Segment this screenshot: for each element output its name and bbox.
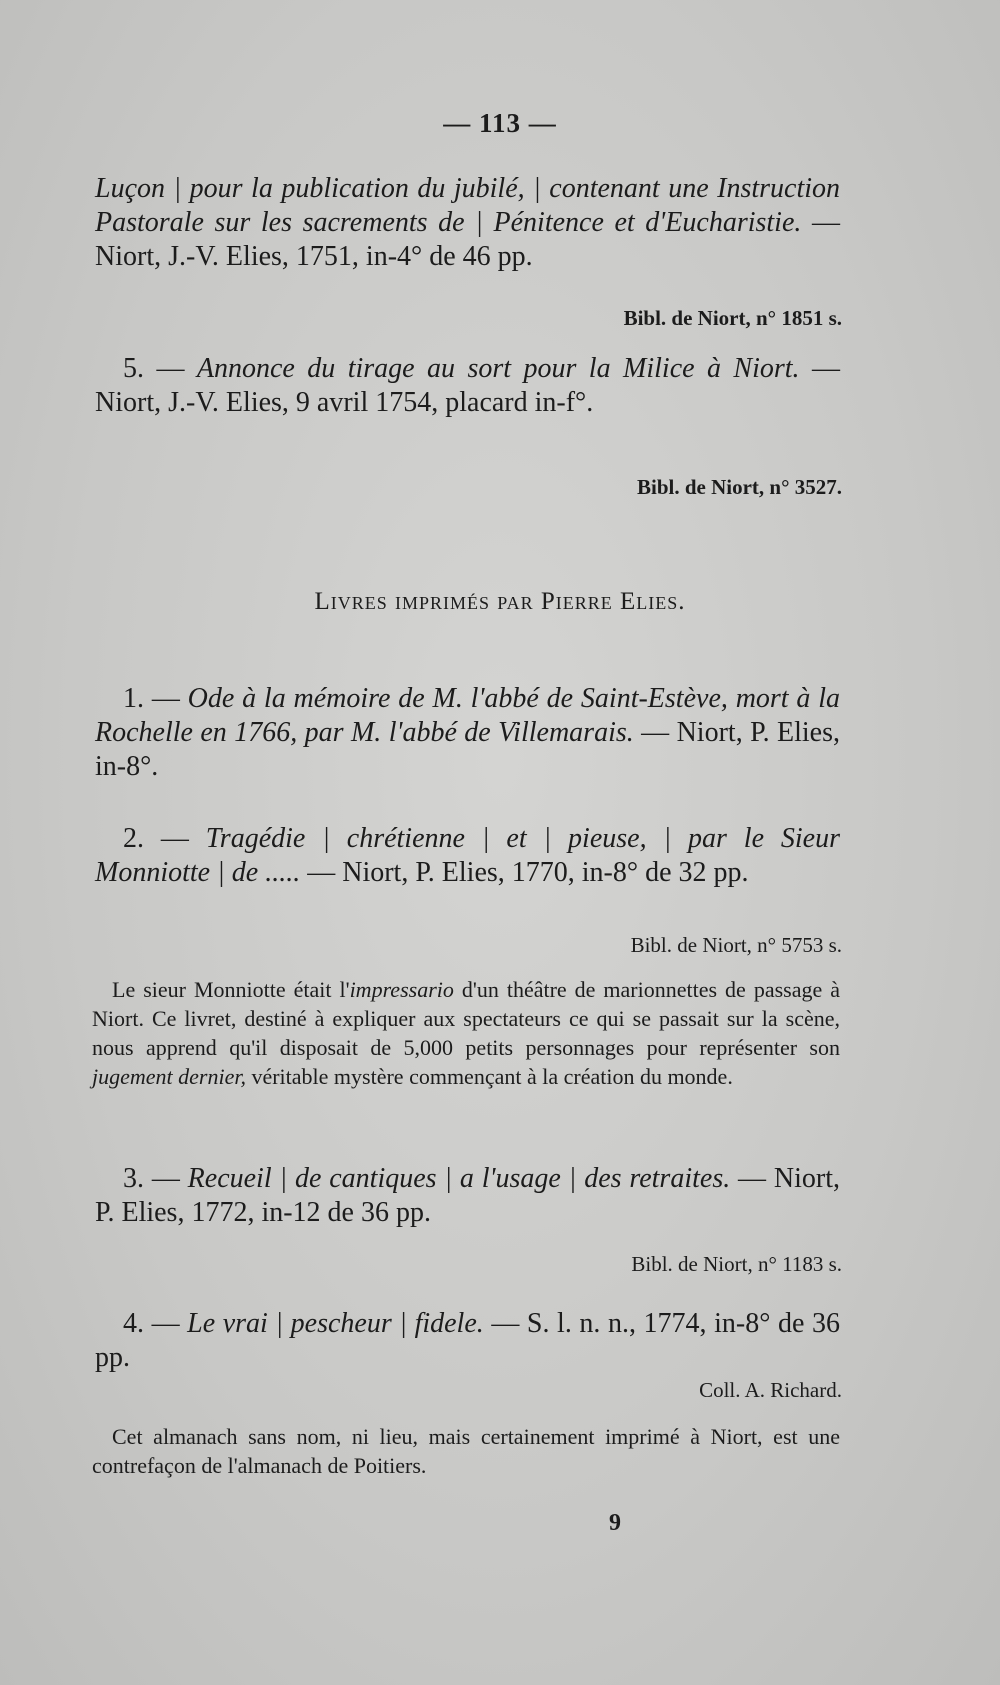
item-note [92, 975, 840, 1091]
entry-imprint: — Niort, J.-V. Elies, 9 avril 1754, placard in-f°. [95, 353, 840, 418]
item-number: 1. — [123, 683, 188, 714]
item-imprint: — S. l. n. n., 1774, in-8° de 36 pp. [95, 1308, 840, 1373]
library-reference: Bibl. de Niort, n° 1851 s. [623, 306, 842, 330]
page-number: — 113 — [443, 108, 557, 138]
entry-title: Luçon | pour la publication du jubilé, | contenant une Instruction Pastorale sur les sacrements de | Pénitence et d'Eucharistie. [95, 173, 840, 238]
entry-imprint: — Niort, J.-V. Elies, 1751, in-4° de 46 pp. [95, 207, 841, 272]
library-reference: Bibl. de Niort, n° 5753 s. [630, 933, 842, 957]
entry-title: Annonce du tirage au sort pour la Milice à Niort. [196, 353, 800, 384]
item-3 [95, 1162, 840, 1230]
note-italic: impressario [349, 977, 454, 1002]
entry-5 [95, 352, 840, 420]
item-imprint: — Niort, P. Elies, in-8°. [95, 717, 840, 782]
note-italic: jugement dernier, [92, 1064, 246, 1089]
note-text: Le sieur Monniotte était l' [112, 977, 350, 1002]
library-reference: Bibl. de Niort, n° 3527. [637, 475, 842, 499]
library-reference: Bibl. de Niort, n° 1183 s. [631, 1252, 842, 1276]
item-number: 4. — [123, 1308, 188, 1339]
item-1 [95, 682, 840, 784]
entry-number: 5. — [123, 353, 197, 384]
section-heading: Livres imprimés par Pierre Elies. [314, 588, 686, 615]
item-title: Le vrai | pescheur | fidele. [187, 1308, 484, 1339]
item-4 [95, 1307, 840, 1375]
item-number: 2. — [123, 823, 206, 854]
note-text: d'un théâtre de marionnettes de passage à Niort. Ce livret, destiné à expliquer aux spectateurs ce qui se passait sur la scène, nous apprend qu'il disposait de 5,000 petits personnages pour représenter son [92, 977, 840, 1060]
item-imprint: — Niort, P. Elies, 1770, in-8° de 32 pp. [300, 857, 749, 888]
item-title: Ode à la mémoire de M. l'abbé de Saint-Estève, mort à la Rochelle en 1766, par M. l'abbé de Villemarais. [95, 683, 841, 748]
item-title: Tragédie | chrétienne | et | pieuse, | par le Sieur Monniotte | de ..... [95, 823, 841, 888]
entry-continued [95, 172, 840, 274]
item-title: Recueil | de cantiques | a l'usage | des retraites. [187, 1163, 731, 1194]
item-number: 3. — [123, 1163, 188, 1194]
collection-reference: Coll. A. Richard. [699, 1378, 842, 1402]
item-imprint: — Niort, P. Elies, 1772, in-12 de 36 pp. [95, 1163, 840, 1228]
note-text: véritable mystère commençant à la création du monde. [245, 1064, 733, 1089]
signature-mark: 9 [609, 1510, 621, 1536]
item-2 [95, 822, 840, 890]
item-note: Cet almanach sans nom, ni lieu, mais certainement imprimé à Niort, est une contrefaçon de l'almanach de Poitiers. [92, 1424, 840, 1478]
